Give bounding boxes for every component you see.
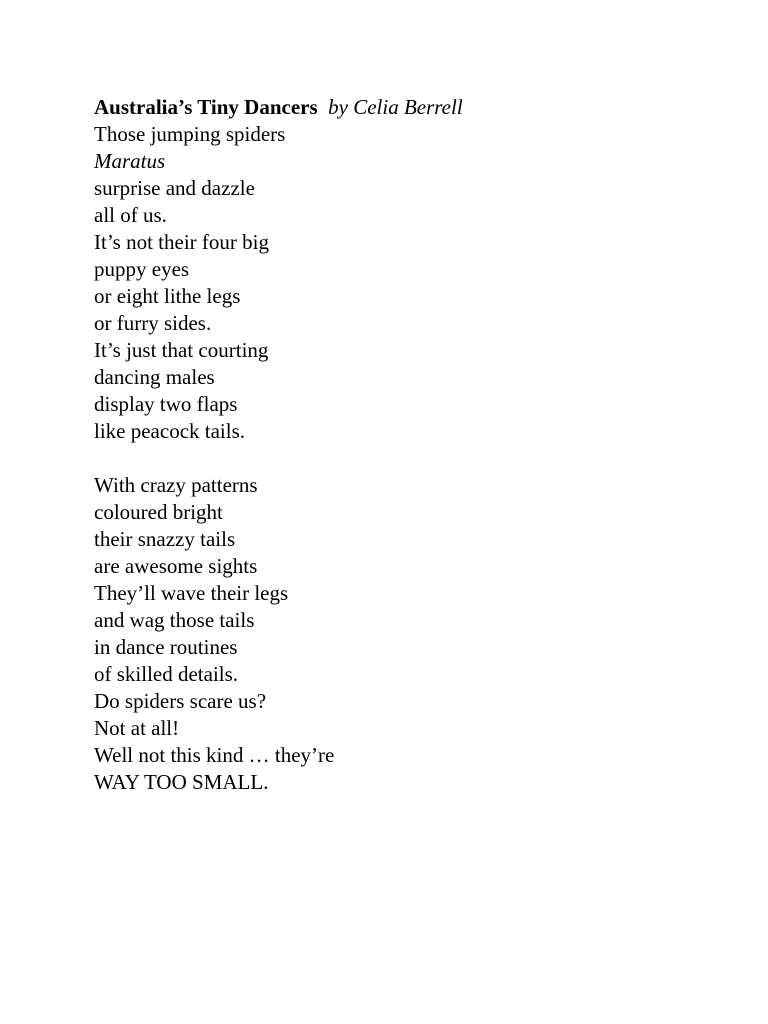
poem-line: surprise and dazzle <box>94 176 255 200</box>
poem-line: coloured bright <box>94 500 223 524</box>
poem-line: It’s not their four big <box>94 230 269 254</box>
poem-line: Those jumping spiders <box>94 122 286 146</box>
stanza-break <box>94 445 463 472</box>
poem <box>94 94 463 796</box>
poem-byline: by Celia Berrell <box>328 95 463 119</box>
poem-line: Do spiders scare us? <box>94 689 267 713</box>
poem-title: Australia’s Tiny Dancers <box>94 95 318 119</box>
poem-line: are awesome sights <box>94 554 258 578</box>
stanza-2 <box>94 472 463 796</box>
poem-line: their snazzy tails <box>94 527 236 551</box>
poem-line: all of us. <box>94 203 167 227</box>
poem-line: It’s just that courting <box>94 338 269 362</box>
poem-line: They’ll wave their legs <box>94 581 289 605</box>
poem-line: or eight lithe legs <box>94 284 241 308</box>
poem-line: in dance routines <box>94 635 238 659</box>
poem-line: puppy eyes <box>94 257 190 281</box>
poem-line: like peacock tails. <box>94 419 246 443</box>
poem-line: Not at all! <box>94 716 180 740</box>
poem-line: WAY TOO SMALL. <box>94 770 269 794</box>
poem-line-species-name: Maratus <box>94 149 166 173</box>
poem-line: display two flaps <box>94 392 238 416</box>
stanza-1 <box>94 121 463 445</box>
poem-line: of skilled details. <box>94 662 239 686</box>
poem-line: and wag those tails <box>94 608 255 632</box>
poem-line: Well not this kind … they’re <box>94 743 335 767</box>
poem-line: or furry sides. <box>94 311 212 335</box>
poem-line: dancing males <box>94 365 215 389</box>
poem-heading <box>94 94 463 121</box>
poem-line: With crazy patterns <box>94 473 258 497</box>
